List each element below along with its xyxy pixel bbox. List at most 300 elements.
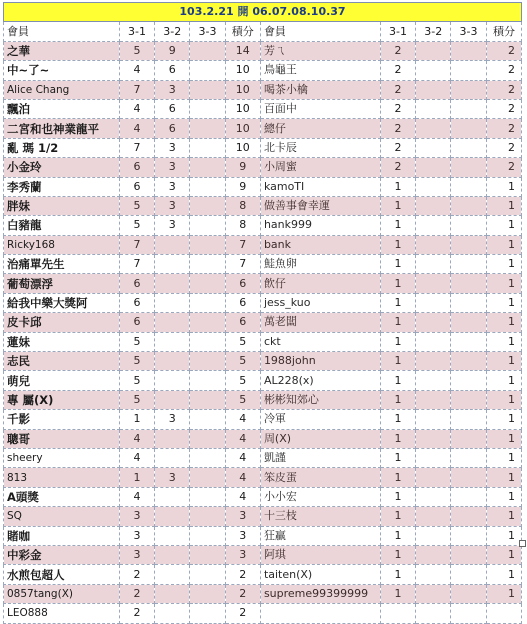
score-3-3-right[interactable] [451,196,486,215]
score-3-1-right[interactable]: 1 [380,216,415,235]
score-3-2-right[interactable] [416,390,451,409]
score-3-3-left[interactable] [190,255,225,274]
member-name-right[interactable]: 小周蜜 [260,158,380,177]
score-total-right[interactable]: 1 [486,468,521,487]
score-3-3-left[interactable] [190,313,225,332]
header-score-left[interactable]: 積分 [225,22,260,41]
score-3-2-left[interactable] [155,352,190,371]
member-name-right[interactable]: bank [260,235,380,254]
score-3-2-left[interactable] [155,487,190,506]
score-3-1-right[interactable]: 1 [380,468,415,487]
member-name-left[interactable]: Alice Chang [4,80,120,99]
score-total-right[interactable]: 1 [486,565,521,584]
header-3-2-right[interactable]: 3-2 [416,22,451,41]
score-3-2-right[interactable] [416,487,451,506]
member-name-left[interactable]: 賭咖 [4,526,120,545]
score-total-right[interactable]: 1 [486,507,521,526]
score-3-1-right[interactable]: 1 [380,177,415,196]
score-3-3-left[interactable] [190,604,225,623]
score-total-left[interactable]: 2 [225,565,260,584]
score-3-1-right[interactable]: 2 [380,41,415,60]
score-3-2-right[interactable] [416,235,451,254]
member-name-left[interactable]: 皮卡邱 [4,313,120,332]
score-3-3-left[interactable] [190,119,225,138]
score-total-right[interactable]: 2 [486,41,521,60]
score-3-2-left[interactable]: 3 [155,410,190,429]
score-3-3-right[interactable] [451,468,486,487]
score-total-right[interactable]: 1 [486,410,521,429]
score-3-1-right[interactable]: 1 [380,487,415,506]
score-3-2-left[interactable] [155,448,190,467]
score-3-3-left[interactable] [190,545,225,564]
score-3-2-left[interactable] [155,390,190,409]
score-total-left[interactable]: 5 [225,332,260,351]
score-3-3-left[interactable] [190,177,225,196]
member-name-left[interactable]: 之華 [4,41,120,60]
score-3-3-left[interactable] [190,429,225,448]
score-total-left[interactable]: 5 [225,371,260,390]
score-3-3-left[interactable] [190,332,225,351]
score-3-1-right[interactable]: 1 [380,565,415,584]
score-3-1-left[interactable]: 4 [119,119,154,138]
score-3-1-left[interactable]: 5 [119,196,154,215]
score-3-1-left[interactable]: 4 [119,61,154,80]
score-total-left[interactable]: 6 [225,313,260,332]
score-3-3-left[interactable] [190,274,225,293]
score-3-2-left[interactable]: 3 [155,196,190,215]
score-3-1-left[interactable]: 7 [119,235,154,254]
score-3-2-right[interactable] [416,61,451,80]
score-3-1-left[interactable]: 4 [119,99,154,118]
member-name-left[interactable]: 葡萄漂浮 [4,274,120,293]
score-3-2-right[interactable] [416,332,451,351]
score-3-2-right[interactable] [416,352,451,371]
score-3-3-right[interactable] [451,158,486,177]
score-total-right[interactable]: 1 [486,545,521,564]
score-3-2-right[interactable] [416,448,451,467]
score-3-2-right[interactable] [416,545,451,564]
score-3-1-left[interactable]: 2 [119,604,154,623]
score-3-1-left[interactable]: 6 [119,158,154,177]
score-3-3-right[interactable] [451,604,486,623]
member-name-right[interactable]: 小小宏 [260,487,380,506]
score-3-1-left[interactable]: 7 [119,255,154,274]
score-total-right[interactable]: 2 [486,138,521,157]
score-3-1-right[interactable]: 1 [380,448,415,467]
score-total-left[interactable]: 10 [225,138,260,157]
score-3-3-right[interactable] [451,565,486,584]
score-total-left[interactable]: 2 [225,584,260,603]
score-total-right[interactable]: 1 [486,584,521,603]
score-3-1-left[interactable]: 3 [119,545,154,564]
member-name-right[interactable]: 北卡辰 [260,138,380,157]
score-3-1-left[interactable]: 7 [119,138,154,157]
score-3-3-right[interactable] [451,526,486,545]
score-3-3-left[interactable] [190,352,225,371]
score-3-1-left[interactable]: 5 [119,216,154,235]
score-total-left[interactable]: 10 [225,61,260,80]
cell-resize-handle[interactable] [519,540,526,547]
score-3-3-right[interactable] [451,216,486,235]
score-3-3-left[interactable] [190,448,225,467]
score-3-3-right[interactable] [451,274,486,293]
score-3-3-right[interactable] [451,390,486,409]
score-3-3-left[interactable] [190,584,225,603]
score-3-3-right[interactable] [451,293,486,312]
score-3-3-left[interactable] [190,468,225,487]
member-name-left[interactable]: SQ [4,507,120,526]
header-score-right[interactable]: 積分 [486,22,521,41]
score-3-3-left[interactable] [190,196,225,215]
score-total-left[interactable]: 14 [225,41,260,60]
score-3-1-right[interactable]: 2 [380,138,415,157]
score-total-left[interactable]: 4 [225,468,260,487]
score-total-right[interactable]: 1 [486,196,521,215]
score-3-2-left[interactable] [155,255,190,274]
score-3-2-right[interactable] [416,158,451,177]
member-name-right[interactable]: 冷軍 [260,410,380,429]
score-3-1-left[interactable]: 5 [119,352,154,371]
score-3-3-right[interactable] [451,80,486,99]
score-3-3-right[interactable] [451,41,486,60]
score-3-3-right[interactable] [451,255,486,274]
score-3-2-right[interactable] [416,177,451,196]
score-total-right[interactable]: 2 [486,99,521,118]
score-3-2-left[interactable]: 6 [155,61,190,80]
score-3-3-left[interactable] [190,158,225,177]
score-total-left[interactable]: 5 [225,390,260,409]
score-3-2-right[interactable] [416,526,451,545]
score-total-right[interactable]: 1 [486,371,521,390]
score-3-2-left[interactable]: 3 [155,216,190,235]
score-3-1-left[interactable]: 6 [119,177,154,196]
member-name-right[interactable] [260,604,380,623]
score-total-left[interactable]: 6 [225,274,260,293]
score-3-2-right[interactable] [416,604,451,623]
score-3-2-right[interactable] [416,196,451,215]
score-3-1-right[interactable]: 1 [380,313,415,332]
score-3-2-left[interactable] [155,545,190,564]
score-3-3-right[interactable] [451,138,486,157]
member-name-left[interactable]: Ricky168 [4,235,120,254]
score-3-1-left[interactable]: 6 [119,293,154,312]
score-3-1-right[interactable]: 1 [380,526,415,545]
score-3-1-left[interactable]: 6 [119,274,154,293]
member-name-left[interactable]: 聰哥 [4,429,120,448]
member-name-right[interactable]: 芳ㄟ [260,41,380,60]
score-total-left[interactable]: 4 [225,429,260,448]
score-3-3-left[interactable] [190,61,225,80]
member-name-right[interactable]: 笨皮蛋 [260,468,380,487]
score-3-1-left[interactable]: 7 [119,80,154,99]
draw-title[interactable]: 103.2.21 開 06.07.08.10.37 [4,3,522,22]
score-3-3-left[interactable] [190,80,225,99]
score-3-1-right[interactable]: 1 [380,235,415,254]
score-total-left[interactable]: 3 [225,545,260,564]
score-3-2-right[interactable] [416,429,451,448]
score-3-3-left[interactable] [190,390,225,409]
score-total-right[interactable]: 2 [486,119,521,138]
member-name-left[interactable]: 萌兒 [4,371,120,390]
score-3-1-right[interactable]: 1 [380,584,415,603]
score-3-1-right[interactable]: 2 [380,99,415,118]
score-3-2-left[interactable] [155,526,190,545]
score-3-2-right[interactable] [416,507,451,526]
member-name-left[interactable]: 二宮和也神業龍平 [4,119,120,138]
score-3-3-right[interactable] [451,177,486,196]
score-3-2-left[interactable]: 3 [155,468,190,487]
score-3-3-right[interactable] [451,429,486,448]
score-total-left[interactable]: 10 [225,119,260,138]
score-total-left[interactable]: 9 [225,177,260,196]
member-name-left[interactable]: 飄泊 [4,99,120,118]
score-3-2-right[interactable] [416,99,451,118]
header-3-1-right[interactable]: 3-1 [380,22,415,41]
score-3-3-right[interactable] [451,235,486,254]
score-total-right[interactable]: 1 [486,293,521,312]
score-3-3-right[interactable] [451,584,486,603]
score-3-1-right[interactable]: 1 [380,255,415,274]
score-3-2-right[interactable] [416,80,451,99]
score-3-3-right[interactable] [451,99,486,118]
member-name-right[interactable]: jess_kuo [260,293,380,312]
score-3-1-left[interactable]: 2 [119,565,154,584]
score-3-1-right[interactable]: 2 [380,158,415,177]
score-total-left[interactable]: 8 [225,196,260,215]
score-3-1-right[interactable]: 1 [380,429,415,448]
score-total-right[interactable]: 1 [486,235,521,254]
score-3-1-left[interactable]: 3 [119,507,154,526]
score-3-1-left[interactable]: 1 [119,468,154,487]
score-3-3-right[interactable] [451,507,486,526]
member-name-left[interactable]: 0857tang(X) [4,584,120,603]
member-name-left[interactable]: 專 屬(X) [4,390,120,409]
score-3-1-right[interactable]: 2 [380,119,415,138]
member-name-right[interactable]: taiten(X) [260,565,380,584]
score-3-1-right[interactable]: 1 [380,196,415,215]
score-3-3-left[interactable] [190,138,225,157]
score-3-2-left[interactable]: 9 [155,41,190,60]
member-name-left[interactable]: 胖妹 [4,196,120,215]
header-3-1-left[interactable]: 3-1 [119,22,154,41]
member-name-right[interactable]: 彬彬知郊心 [260,390,380,409]
member-name-left[interactable]: 白豬龍 [4,216,120,235]
score-3-1-left[interactable]: 4 [119,448,154,467]
header-member-left[interactable]: 會員 [4,22,120,41]
score-3-1-left[interactable]: 2 [119,584,154,603]
score-3-3-left[interactable] [190,293,225,312]
member-name-left[interactable]: 中~了~ [4,61,120,80]
score-3-2-right[interactable] [416,468,451,487]
score-total-left[interactable]: 6 [225,293,260,312]
score-3-1-right[interactable]: 1 [380,545,415,564]
member-name-left[interactable]: LEO888 [4,604,120,623]
member-name-left[interactable]: A頭獎 [4,487,120,506]
member-name-left[interactable]: sheery [4,448,120,467]
score-3-3-right[interactable] [451,487,486,506]
member-name-right[interactable]: ckt [260,332,380,351]
score-3-1-right[interactable]: 2 [380,61,415,80]
score-total-left[interactable]: 4 [225,410,260,429]
score-3-2-left[interactable] [155,429,190,448]
member-name-right[interactable]: 阿琪 [260,545,380,564]
score-3-2-left[interactable] [155,313,190,332]
score-3-3-right[interactable] [451,545,486,564]
score-total-right[interactable]: 1 [486,177,521,196]
header-member-right[interactable]: 會員 [260,22,380,41]
member-name-left[interactable]: 水煎包超人 [4,565,120,584]
score-total-right[interactable]: 1 [486,332,521,351]
score-3-3-right[interactable] [451,352,486,371]
score-3-2-left[interactable]: 3 [155,138,190,157]
score-3-3-left[interactable] [190,487,225,506]
score-total-left[interactable]: 3 [225,507,260,526]
score-total-right[interactable]: 2 [486,158,521,177]
score-3-2-right[interactable] [416,313,451,332]
score-3-1-right[interactable] [380,604,415,623]
score-3-3-right[interactable] [451,313,486,332]
score-3-2-left[interactable] [155,371,190,390]
header-3-3-right[interactable]: 3-3 [451,22,486,41]
score-3-2-left[interactable]: 3 [155,158,190,177]
member-name-right[interactable]: 鳥龜王 [260,61,380,80]
score-3-2-right[interactable] [416,274,451,293]
score-3-3-left[interactable] [190,410,225,429]
member-name-left[interactable]: 給我中樂大獎阿 [4,293,120,312]
score-3-2-left[interactable] [155,565,190,584]
score-3-1-left[interactable]: 4 [119,487,154,506]
member-name-left[interactable]: 亂 瑪 1/2 [4,138,120,157]
score-3-2-right[interactable] [416,119,451,138]
score-3-2-right[interactable] [416,41,451,60]
score-3-1-left[interactable]: 1 [119,410,154,429]
score-3-1-right[interactable]: 1 [380,352,415,371]
score-3-2-left[interactable]: 6 [155,99,190,118]
score-total-right[interactable]: 1 [486,390,521,409]
score-3-2-left[interactable] [155,332,190,351]
member-name-left[interactable]: 李秀蘭 [4,177,120,196]
score-3-3-right[interactable] [451,119,486,138]
score-3-3-right[interactable] [451,410,486,429]
score-3-2-right[interactable] [416,216,451,235]
score-3-3-left[interactable] [190,235,225,254]
score-3-2-right[interactable] [416,584,451,603]
score-3-1-right[interactable]: 2 [380,80,415,99]
score-total-left[interactable]: 7 [225,255,260,274]
score-total-left[interactable]: 4 [225,487,260,506]
score-3-1-left[interactable]: 6 [119,313,154,332]
score-3-2-left[interactable]: 3 [155,80,190,99]
score-3-2-left[interactable] [155,274,190,293]
score-3-1-left[interactable]: 5 [119,371,154,390]
score-total-right[interactable]: 1 [486,487,521,506]
member-name-left[interactable]: 小金玲 [4,158,120,177]
member-name-right[interactable]: 喝茶小檎 [260,80,380,99]
score-total-right[interactable]: 2 [486,61,521,80]
member-name-right[interactable]: 1988john [260,352,380,371]
score-3-1-left[interactable]: 5 [119,332,154,351]
score-3-1-left[interactable]: 5 [119,390,154,409]
score-total-right[interactable] [486,604,521,623]
score-3-2-right[interactable] [416,138,451,157]
header-3-2-left[interactable]: 3-2 [155,22,190,41]
score-3-2-left[interactable] [155,235,190,254]
score-3-3-left[interactable] [190,565,225,584]
member-name-left[interactable]: 志民 [4,352,120,371]
member-name-right[interactable]: 凱謹 [260,448,380,467]
score-3-1-right[interactable]: 1 [380,332,415,351]
score-3-1-right[interactable]: 1 [380,507,415,526]
score-3-1-right[interactable]: 1 [380,390,415,409]
score-3-2-right[interactable] [416,565,451,584]
score-total-right[interactable]: 1 [486,313,521,332]
header-3-3-left[interactable]: 3-3 [190,22,225,41]
score-3-3-left[interactable] [190,41,225,60]
member-name-left[interactable]: 治痛單先生 [4,255,120,274]
score-3-3-right[interactable] [451,448,486,467]
member-name-right[interactable]: 狂贏 [260,526,380,545]
score-3-3-right[interactable] [451,332,486,351]
score-3-1-right[interactable]: 1 [380,293,415,312]
score-total-left[interactable]: 5 [225,352,260,371]
score-total-right[interactable]: 1 [486,429,521,448]
score-total-left[interactable]: 4 [225,448,260,467]
score-3-2-right[interactable] [416,410,451,429]
member-name-left[interactable]: 中彩金 [4,545,120,564]
score-3-2-right[interactable] [416,293,451,312]
member-name-left[interactable]: 813 [4,468,120,487]
member-name-right[interactable]: 百面中 [260,99,380,118]
score-3-2-left[interactable]: 6 [155,119,190,138]
score-3-3-right[interactable] [451,61,486,80]
score-3-2-right[interactable] [416,371,451,390]
score-total-right[interactable]: 1 [486,352,521,371]
score-3-3-left[interactable] [190,216,225,235]
member-name-right[interactable]: 鮭魚卵 [260,255,380,274]
score-total-left[interactable]: 9 [225,158,260,177]
score-total-left[interactable]: 8 [225,216,260,235]
member-name-right[interactable]: kamoTI [260,177,380,196]
score-3-3-right[interactable] [451,371,486,390]
score-3-2-left[interactable] [155,293,190,312]
member-name-right[interactable]: AL228(x) [260,371,380,390]
member-name-right[interactable]: 總仔 [260,119,380,138]
member-name-right[interactable]: supreme99399999 [260,584,380,603]
score-3-1-left[interactable]: 4 [119,429,154,448]
score-3-3-left[interactable] [190,507,225,526]
score-3-1-right[interactable]: 1 [380,371,415,390]
score-3-1-right[interactable]: 1 [380,274,415,293]
score-total-right[interactable]: 1 [486,526,521,545]
score-3-1-left[interactable]: 3 [119,526,154,545]
score-3-2-left[interactable]: 3 [155,177,190,196]
score-total-right[interactable]: 1 [486,448,521,467]
score-total-left[interactable]: 10 [225,80,260,99]
score-total-left[interactable]: 2 [225,604,260,623]
member-name-left[interactable]: 千影 [4,410,120,429]
member-name-right[interactable]: hank999 [260,216,380,235]
score-3-1-right[interactable]: 1 [380,410,415,429]
score-3-3-left[interactable] [190,99,225,118]
score-total-left[interactable]: 7 [225,235,260,254]
score-total-right[interactable]: 1 [486,216,521,235]
member-name-right[interactable]: 十三枝 [260,507,380,526]
score-total-right[interactable]: 1 [486,274,521,293]
score-3-3-left[interactable] [190,371,225,390]
score-3-1-left[interactable]: 5 [119,41,154,60]
member-name-right[interactable]: 萬老闆 [260,313,380,332]
member-name-right[interactable]: 周(X) [260,429,380,448]
